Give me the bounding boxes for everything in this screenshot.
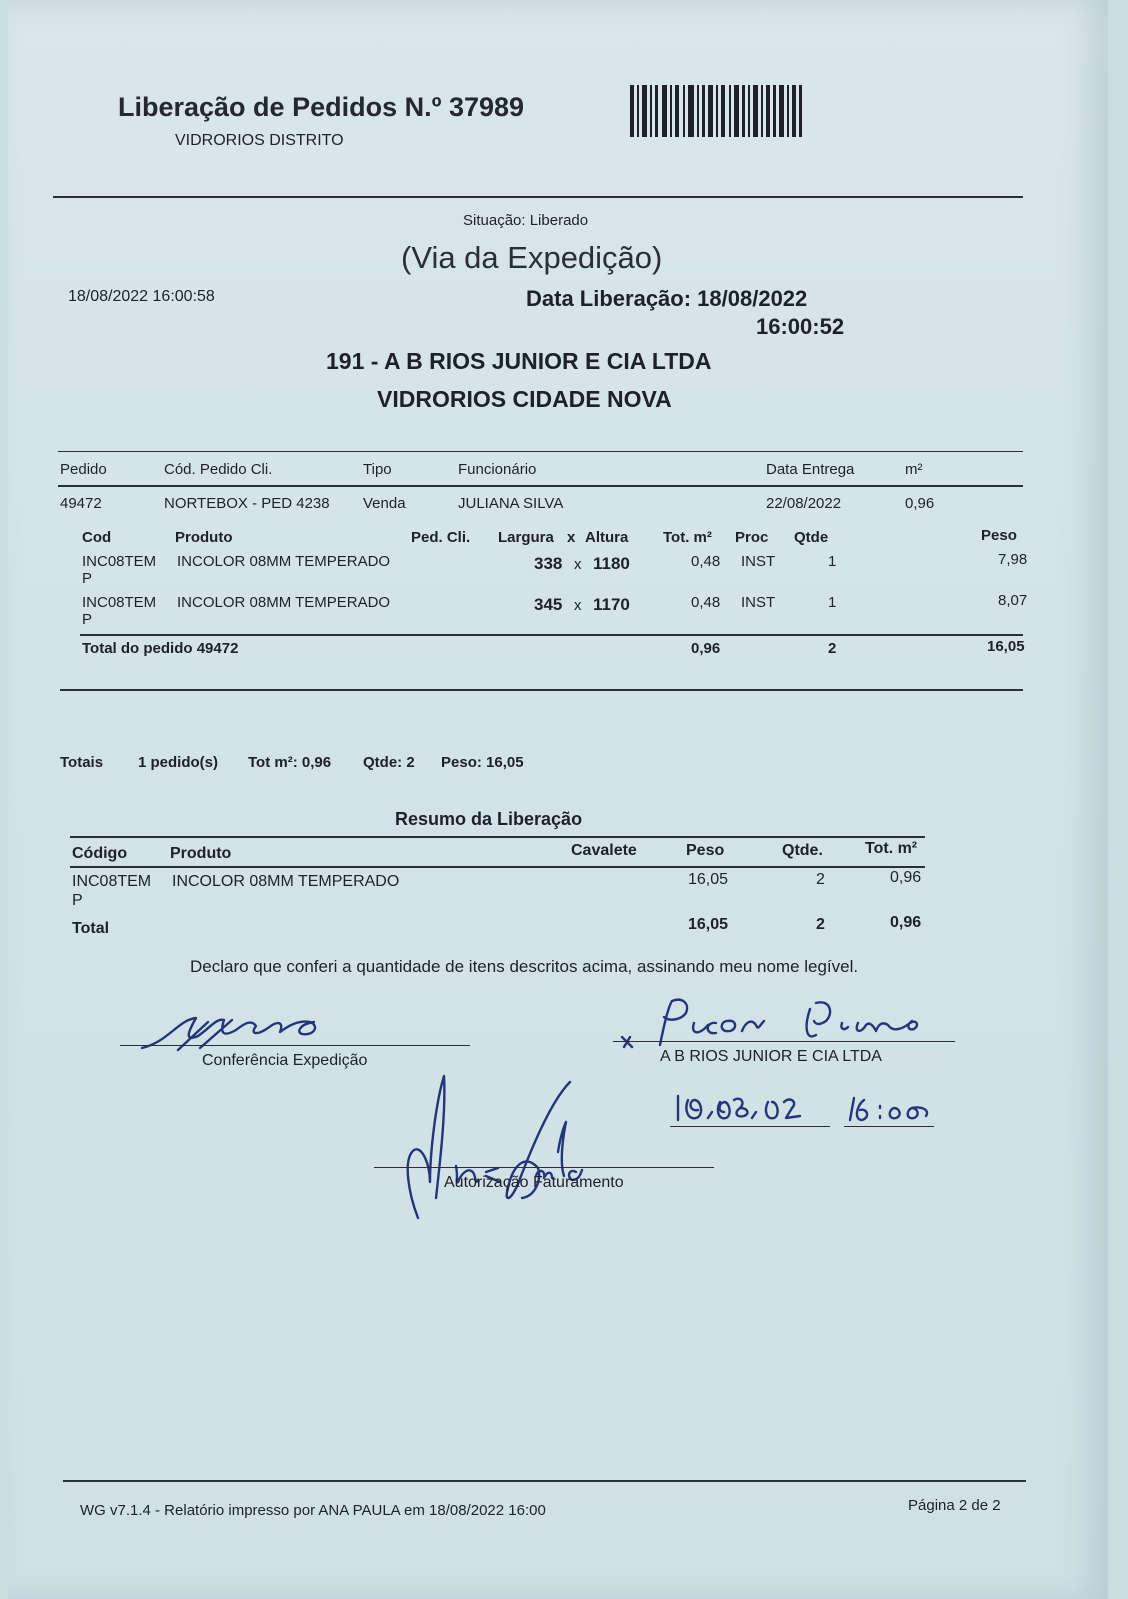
col-peso: Peso [981,527,1017,544]
item-largura: 338 [534,554,563,573]
item-proc: INST [741,553,776,570]
date-underline-2 [844,1126,934,1127]
signature-label-autorizacao: Autorização Faturamento [444,1174,624,1191]
item-x: x [574,597,582,614]
order-header-divider [58,485,1023,487]
col-pedido: Pedido [60,461,107,478]
order-total-qtde: 2 [828,640,837,657]
col-m2: m² [905,461,923,478]
footer-page-number: Página 2 de 2 [908,1497,1001,1514]
totals-pedidos: 1 pedido(s) [138,754,219,771]
summary-col-peso: Peso [686,842,725,859]
declaration-text: Declaro que conferi a quantidade de itens descritos acima, assinando meu nome legível. [190,957,859,976]
summary-produto: INCOLOR 08MM TEMPERADO [172,873,400,890]
signature-line-cliente [613,1041,955,1042]
footer-divider [63,1480,1026,1482]
item-cod: INC08TEM [82,553,157,570]
summary-top-divider [70,836,925,838]
item-proc: INST [741,594,776,611]
order-tipo: Venda [363,495,406,512]
summary-col-qtde: Qtde. [782,842,823,859]
item-tot-m2: 0,48 [691,553,721,570]
item-produto: INCOLOR 08MM TEMPERADO [177,553,391,570]
totals-m2: Tot m²: 0,96 [248,754,332,771]
release-time: 16:00:52 [756,314,845,339]
summary-peso: 16,05 [688,871,729,888]
col-altura: Altura [585,529,629,546]
summary-codigo: INC08TEM [72,873,152,890]
item-peso: 8,07 [998,592,1028,609]
col-cod: Cod [82,529,112,546]
summary-tot-m2: 0,96 [890,869,922,886]
summary-col-produto: Produto [170,845,232,862]
order-top-divider [58,451,1023,452]
order-data-entrega: 22/08/2022 [766,495,842,512]
signature-line-conferencia [120,1045,470,1046]
order-total-divider [80,634,1023,636]
summary-col-codigo: Código [72,845,128,862]
signature-label-conferencia: Conferência Expedição [202,1052,368,1069]
item-qtde: 1 [828,594,837,611]
summary-title: Resumo da Liberação [395,809,583,829]
col-tot-m2: Tot. m² [663,529,712,546]
item-cod: INC08TEM [82,594,157,611]
totals-peso: Peso: 16,05 [441,754,524,771]
col-cod-pedido-cli: Cód. Pedido Cli. [164,461,273,478]
item-produto: INCOLOR 08MM TEMPERADO [177,594,391,611]
col-x: x [567,529,576,546]
company-name: VIDRORIOS DISTRITO [175,132,344,149]
item-altura: 1170 [593,595,630,614]
release-date: Data Liberação: 18/08/2022 [526,286,808,311]
order-total-m2: 0,96 [691,640,721,657]
summary-col-tot-m2: Tot. m² [865,840,918,857]
col-produto: Produto [175,529,233,546]
col-ped-cli: Ped. Cli. [411,529,471,546]
summary-codigo-cont: P [72,892,83,909]
item-tot-m2: 0,48 [691,594,721,611]
col-funcionario: Funcionário [458,461,537,478]
item-altura: 1180 [593,554,630,573]
client-store: VIDRORIOS CIDADE NOVA [377,386,672,412]
signature-cliente [620,995,960,1055]
signature-line-autorizacao [374,1167,714,1168]
order-pedido: 49472 [60,495,102,512]
barcode-icon [630,85,802,137]
header-divider [53,196,1023,198]
footer-printed-by: WG v7.1.4 - Relatório impresso por ANA PAULA em 18/08/2022 16:00 [80,1502,546,1519]
col-proc: Proc [735,529,769,546]
summary-header-divider [70,866,925,868]
order-bottom-divider [60,689,1023,691]
order-cod-pedido-cli: NORTEBOX - PED 4238 [164,495,330,512]
order-total-label: Total do pedido 49472 [82,640,239,657]
col-qtde: Qtde [794,529,829,546]
summary-col-cavalete: Cavalete [571,842,637,859]
summary-total-peso: 16,05 [688,916,729,933]
item-cod-cont: P [82,611,93,628]
col-data-entrega: Data Entrega [766,461,855,478]
order-total-peso: 16,05 [987,638,1025,655]
item-qtde: 1 [828,553,837,570]
order-m2: 0,96 [905,495,935,512]
totals-qtde: Qtde: 2 [363,754,415,771]
date-underline-1 [670,1126,830,1127]
printed-timestamp: 18/08/2022 16:00:58 [68,288,215,305]
document-title: Liberação de Pedidos N.º 37989 [118,92,525,122]
summary-total-label: Total [72,920,110,937]
item-largura: 345 [534,595,563,614]
order-funcionario: JULIANA SILVA [458,495,564,512]
summary-total-m2: 0,96 [890,914,922,931]
totals-label: Totais [60,754,104,771]
item-cod-cont: P [82,570,93,587]
signature-autorizacao [400,1072,630,1222]
via-label: (Via da Expedição) [401,240,663,275]
item-peso: 7,98 [998,551,1028,568]
signature-label-cliente: A B RIOS JUNIOR E CIA LTDA [660,1048,882,1065]
col-tipo: Tipo [363,461,392,478]
summary-total-qtde: 2 [816,916,825,933]
item-x: x [574,556,582,573]
document-sheet [8,0,1108,1599]
handwritten-date [668,1090,948,1130]
col-largura: Largura [498,529,554,546]
status-label: Situação: Liberado [463,212,589,229]
signature-conferencia [138,1012,348,1052]
client-name: 191 - A B RIOS JUNIOR E CIA LTDA [326,348,712,374]
summary-qtde: 2 [816,871,825,888]
